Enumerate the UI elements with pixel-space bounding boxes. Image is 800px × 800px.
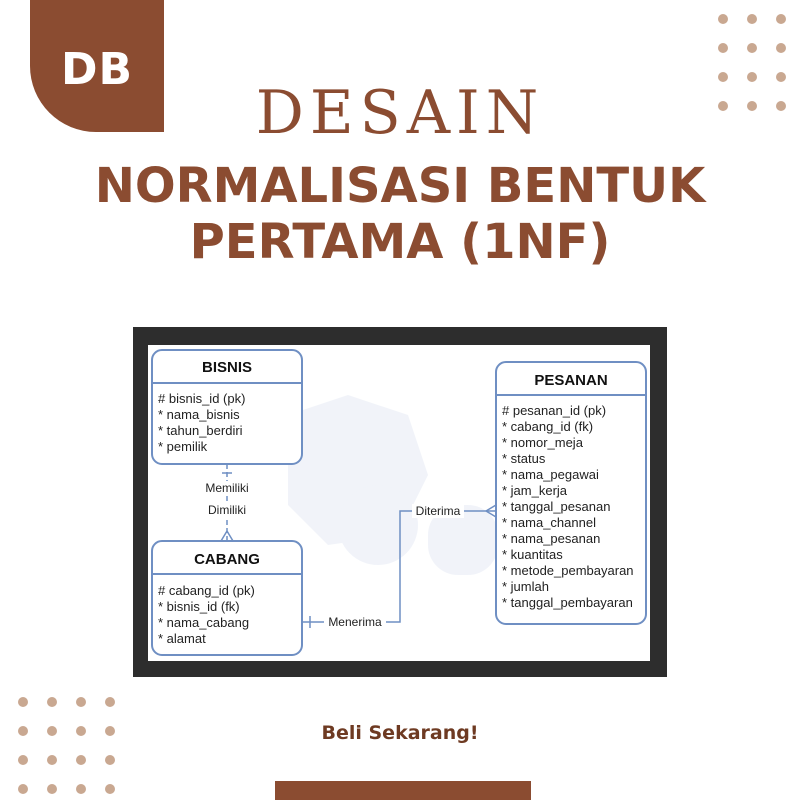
- attr-pesanan-8: * nama_pesanan: [502, 531, 601, 546]
- entity-cabang[interactable]: [152, 541, 302, 655]
- heading-line-3: PERTAMA (1NF): [189, 214, 611, 270]
- attr-cabang-0: # cabang_id (pk): [158, 583, 255, 598]
- rel-label-menerima: Menerima: [328, 615, 382, 629]
- relationship-bisnis-cabang[interactable]: [203, 464, 251, 541]
- attr-cabang-3: * alamat: [158, 631, 206, 646]
- attr-pesanan-4: * nama_pegawai: [502, 467, 599, 482]
- attr-pesanan-3: * status: [502, 451, 546, 466]
- attr-pesanan-10: * metode_pembayaran: [502, 563, 634, 578]
- entity-bisnis-name: BISNIS: [201, 359, 253, 376]
- attr-pesanan-0: # pesanan_id (pk): [502, 403, 607, 418]
- entity-pesanan-name: PESANAN: [534, 372, 608, 389]
- entity-bisnis[interactable]: [152, 350, 302, 464]
- buy-now-link[interactable]: Beli Sekarang!: [321, 722, 479, 744]
- heading-line-1: DESAIN: [255, 78, 545, 148]
- attr-bisnis-2: * tahun_berdiri: [158, 423, 243, 438]
- decorative-dots-bottom: [18, 697, 115, 794]
- entity-cabang-name: CABANG: [194, 551, 260, 568]
- attr-cabang-2: * nama_cabang: [158, 615, 250, 630]
- rel-label-dimiliki: Dimiliki: [208, 503, 246, 517]
- attr-pesanan-6: * tanggal_pesanan: [502, 499, 611, 514]
- attr-pesanan-1: * cabang_id (fk): [502, 419, 594, 434]
- rel-label-diterima: Diterima: [415, 504, 461, 518]
- entity-pesanan[interactable]: [496, 362, 646, 624]
- attr-bisnis-0: # bisnis_id (pk): [158, 391, 246, 406]
- heading-line-2: NORMALISASI BENTUK: [94, 158, 706, 214]
- rel-label-memiliki: Memiliki: [205, 481, 249, 495]
- logo-text: DB: [60, 43, 134, 95]
- attr-pesanan-12: * tanggal_pembayaran: [502, 595, 633, 610]
- attr-cabang-1: * bisnis_id (fk): [158, 599, 240, 614]
- erd-canvas: [148, 345, 650, 661]
- watermark-logo: [288, 395, 498, 575]
- bottom-accent-bar: [275, 781, 531, 800]
- attr-pesanan-2: * nomor_meja: [502, 435, 583, 450]
- attr-bisnis-3: * pemilik: [158, 439, 208, 454]
- heading-main: [0, 158, 800, 270]
- attr-bisnis-1: * nama_bisnis: [158, 407, 240, 422]
- attr-pesanan-7: * nama_channel: [502, 515, 596, 530]
- attr-pesanan-9: * kuantitas: [502, 547, 563, 562]
- erd-diagram: [148, 345, 650, 661]
- attr-pesanan-5: * jam_kerja: [502, 483, 568, 498]
- attr-pesanan-11: * jumlah: [502, 579, 549, 594]
